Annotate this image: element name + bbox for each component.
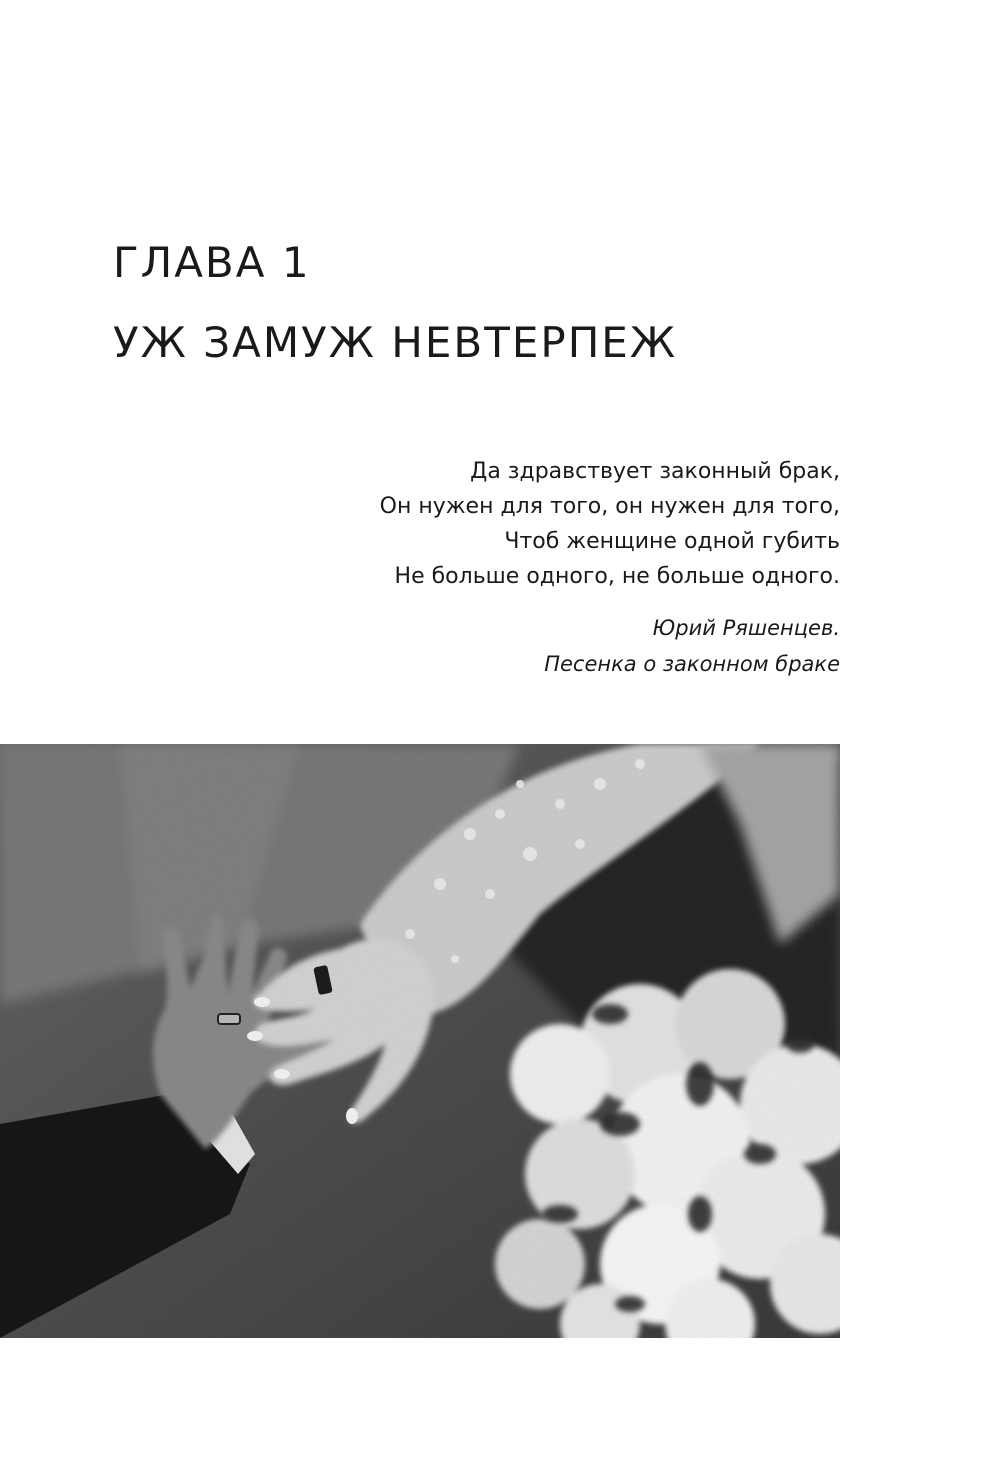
epigraph-line: Он нужен для того, он нужен для того, [379,494,840,519]
epigraph-line: Чтоб женщине одной губить [504,529,840,554]
epigraph-line: Не больше одного, не больше одного. [394,564,840,589]
chapter-number: ГЛАВА 1 [113,238,311,287]
epigraph-line: Да здравствует законный брак, [470,459,840,484]
epigraph [360,454,840,594]
epigraph-source: Песенка о законном браке [544,652,840,676]
epigraph-author: Юрий Ряшенцев. [652,616,840,640]
chapter-title: УЖ ЗАМУЖ НЕВТЕРПЕЖ [113,318,678,367]
epigraph-attribution [360,610,840,682]
wedding-hands-photo [0,744,840,1338]
